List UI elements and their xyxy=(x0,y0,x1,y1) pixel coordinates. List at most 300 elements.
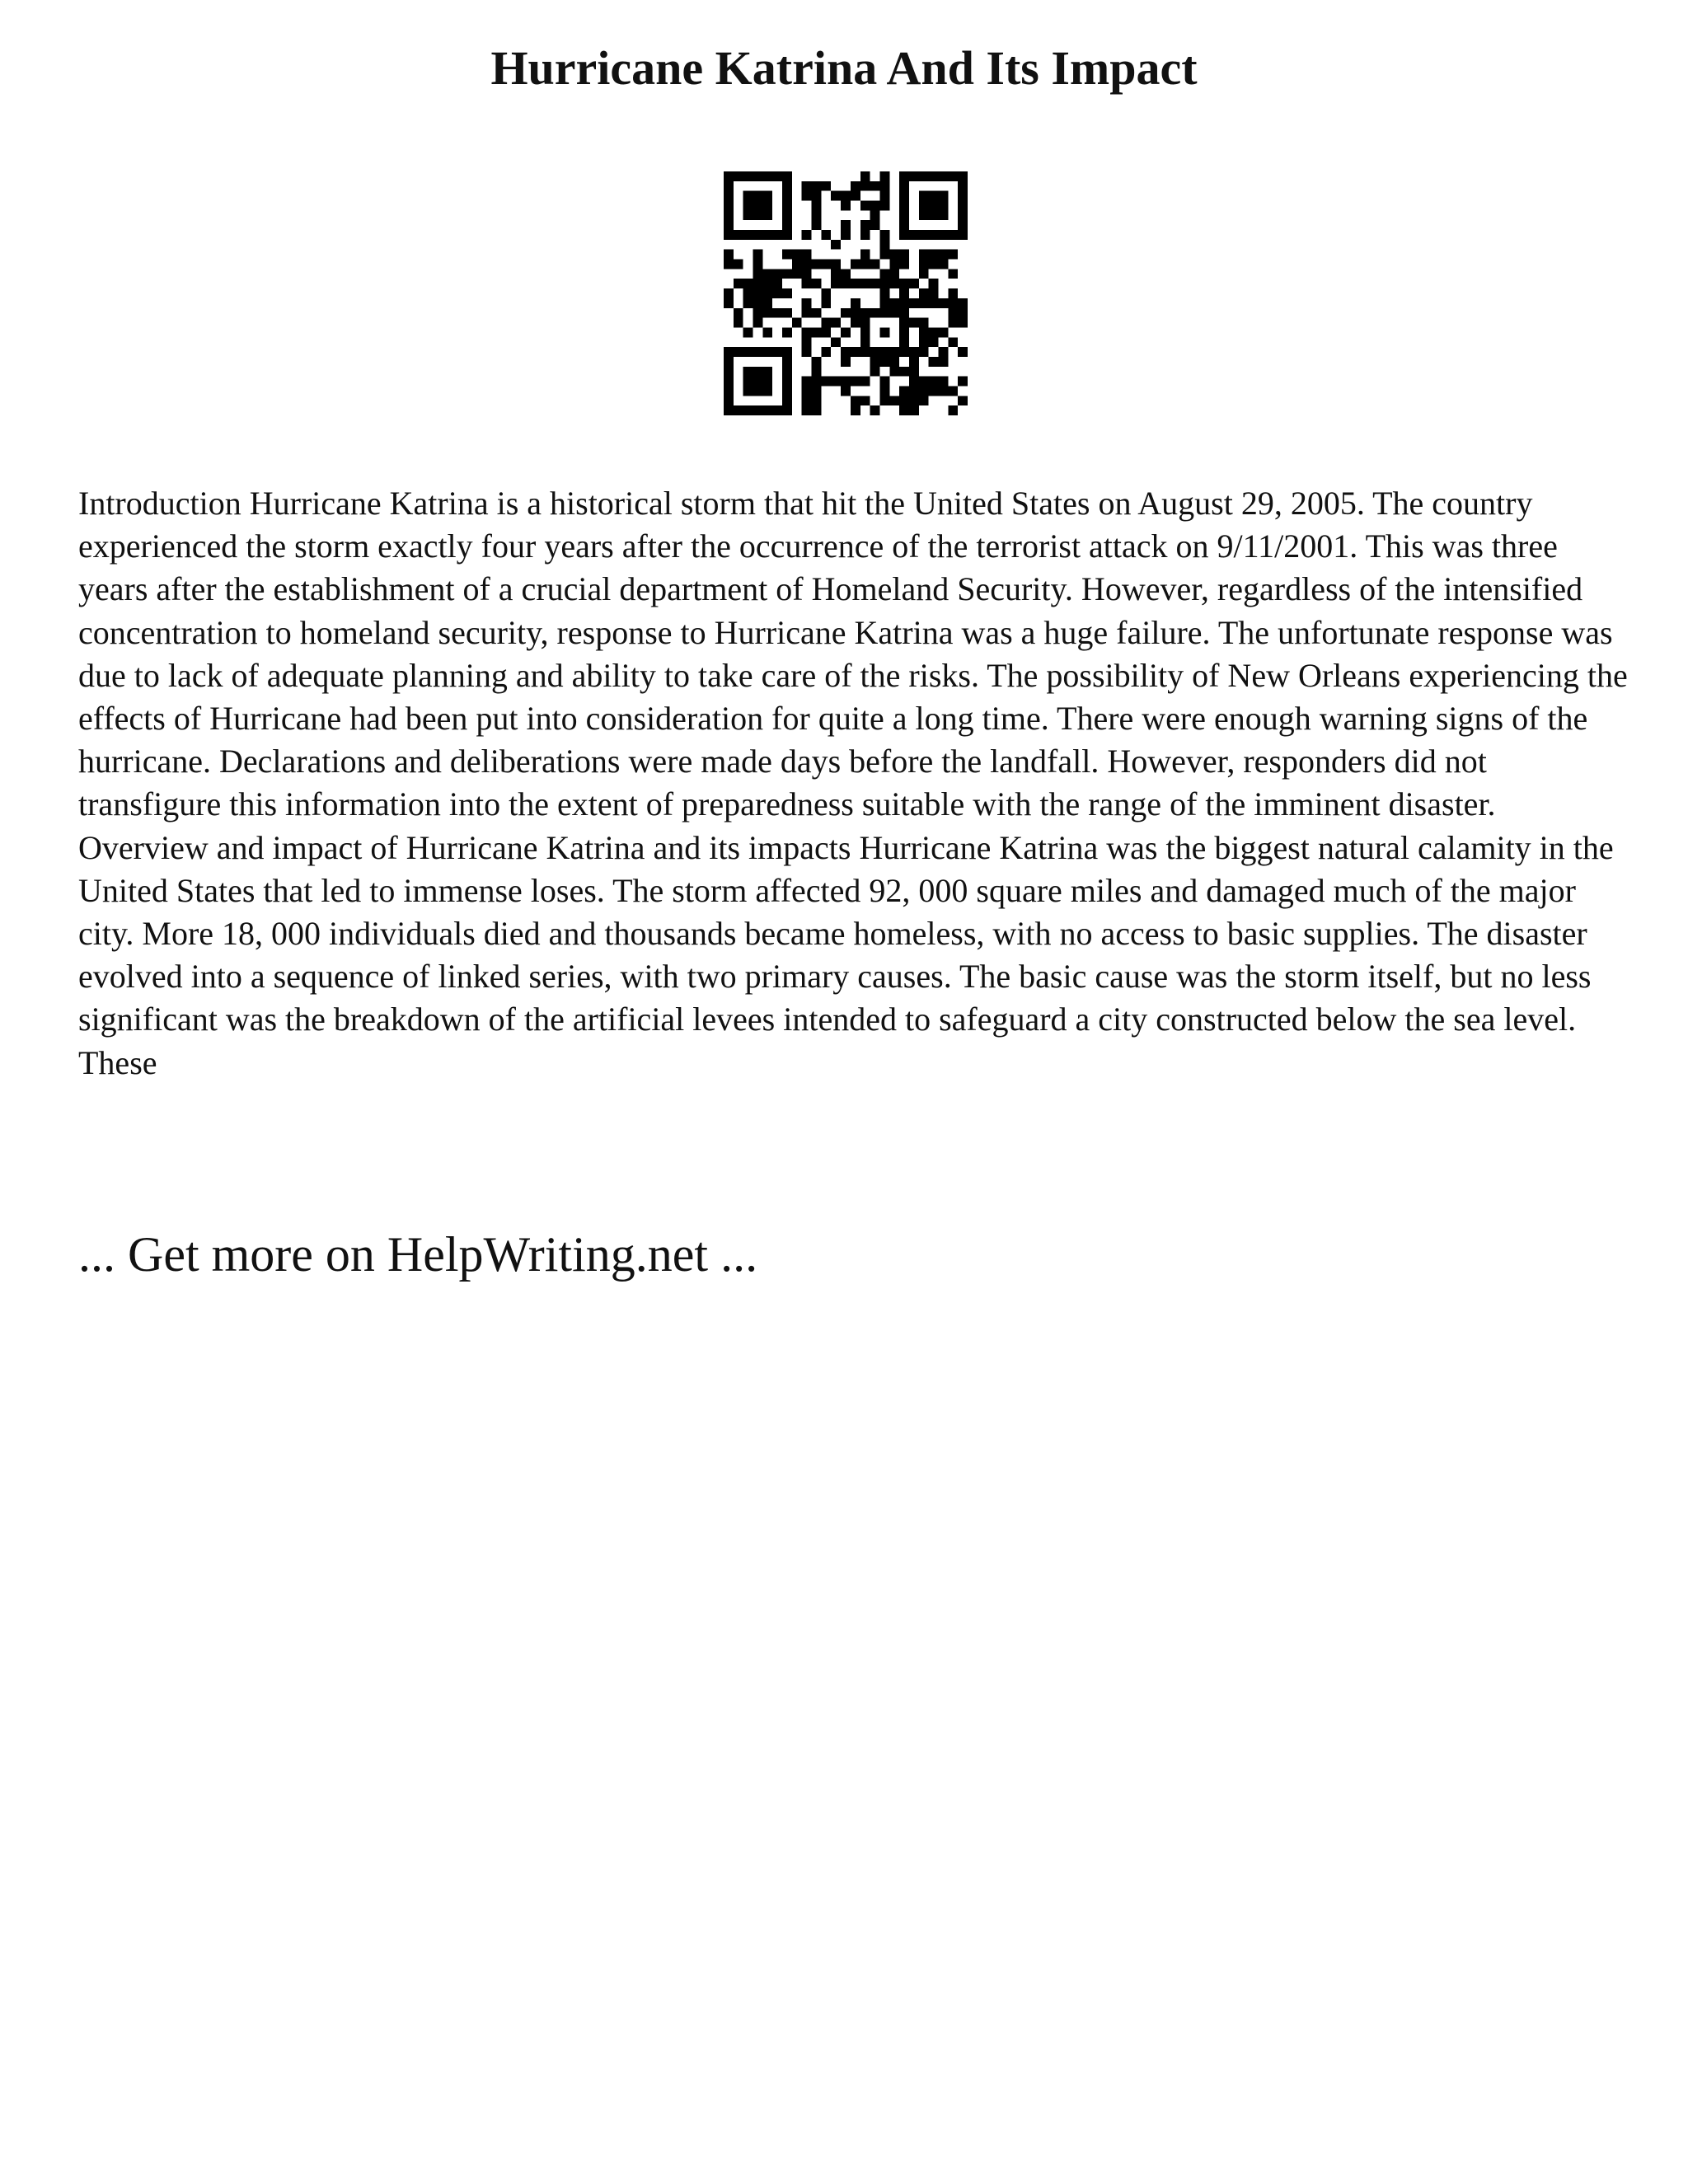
qr-module xyxy=(812,279,822,288)
qr-module xyxy=(899,367,909,377)
qr-module xyxy=(899,327,909,337)
qr-module xyxy=(938,377,948,387)
qr-module xyxy=(762,367,772,377)
qr-module xyxy=(762,405,772,415)
qr-module xyxy=(841,308,851,318)
qr-module xyxy=(919,269,929,279)
qr-module xyxy=(899,181,909,191)
qr-module xyxy=(831,337,841,347)
qr-module xyxy=(782,230,792,240)
qr-module xyxy=(879,298,889,308)
qr-module xyxy=(919,298,929,308)
qr-module xyxy=(734,347,743,357)
qr-module xyxy=(782,181,792,191)
qr-module xyxy=(958,201,968,211)
qr-module xyxy=(831,269,841,279)
qr-module xyxy=(762,377,772,387)
qr-module xyxy=(812,367,822,377)
qr-module xyxy=(782,269,792,279)
qr-module xyxy=(782,288,792,298)
qr-module xyxy=(802,250,812,260)
qr-module xyxy=(821,318,831,328)
qr-module xyxy=(831,191,841,201)
qr-module xyxy=(929,201,939,211)
qr-module xyxy=(851,181,860,191)
qr-code-icon xyxy=(724,171,968,415)
qr-module xyxy=(812,191,822,201)
qr-module xyxy=(899,288,909,298)
get-more-link[interactable]: ... Get more on HelpWriting.net ... xyxy=(78,1227,758,1282)
qr-module xyxy=(831,279,841,288)
qr-module xyxy=(821,347,831,357)
qr-module xyxy=(802,181,812,191)
qr-module xyxy=(919,318,929,328)
qr-module xyxy=(821,230,831,240)
qr-module xyxy=(879,347,889,357)
qr-module xyxy=(782,220,792,230)
qr-module xyxy=(929,327,939,337)
qr-module xyxy=(841,347,851,357)
qr-module xyxy=(919,377,929,387)
qr-module xyxy=(762,288,772,298)
qr-module xyxy=(958,318,968,328)
qr-module xyxy=(958,308,968,318)
qr-module xyxy=(879,308,889,318)
qr-module xyxy=(929,357,939,367)
qr-module xyxy=(802,191,812,201)
qr-module xyxy=(753,367,763,377)
qr-module xyxy=(958,298,968,308)
qr-module xyxy=(743,171,753,181)
qr-module xyxy=(792,318,802,328)
qr-module xyxy=(889,367,899,377)
qr-module xyxy=(762,279,772,288)
qr-module xyxy=(948,337,958,347)
qr-module xyxy=(812,201,822,211)
qr-module xyxy=(929,386,939,396)
qr-module xyxy=(782,377,792,387)
qr-module xyxy=(938,191,948,201)
qr-module xyxy=(909,405,919,415)
qr-module xyxy=(919,347,929,357)
qr-module xyxy=(899,210,909,220)
qr-module xyxy=(851,298,860,308)
qr-module xyxy=(724,220,734,230)
qr-module xyxy=(889,250,899,260)
qr-module xyxy=(948,386,958,396)
qr-module xyxy=(821,260,831,269)
qr-module xyxy=(919,201,929,211)
qr-module xyxy=(909,357,919,367)
qr-module xyxy=(860,220,870,230)
qr-module xyxy=(724,386,734,396)
qr-module xyxy=(879,191,889,201)
qr-module xyxy=(919,250,929,260)
qr-module xyxy=(821,181,831,191)
qr-module xyxy=(734,308,743,318)
qr-module xyxy=(860,327,870,337)
qr-module xyxy=(743,288,753,298)
qr-module xyxy=(782,386,792,396)
qr-module xyxy=(899,250,909,260)
qr-module xyxy=(821,298,831,308)
qr-module xyxy=(812,405,822,415)
qr-module xyxy=(870,220,880,230)
qr-module xyxy=(948,298,958,308)
qr-module xyxy=(762,210,772,220)
paragraph-overview: Overview and impact of Hurricane Katrina and its impacts Hurricane Katrina was the biggest natural calamity in the United States that led to immense loses. The storm affected 92, 000 square miles and damaged much of the major city. More 18, 000 individuals died and thousands became homeless, with no access to basic supplies. The disaster evolved into a sequence of linked series, with two primary causes. The basic cause was the storm itself, but no less significant was the breakdown of the artificial levees intended to safeguard a city constructed below the sea level. These xyxy=(78,828,1614,1081)
qr-module xyxy=(938,210,948,220)
qr-module xyxy=(772,279,782,288)
qr-module xyxy=(812,260,822,269)
qr-module xyxy=(909,396,919,405)
qr-module xyxy=(879,240,889,250)
qr-module xyxy=(782,327,792,337)
qr-module xyxy=(802,337,812,347)
qr-module xyxy=(743,201,753,211)
qr-module xyxy=(753,171,763,181)
qr-module xyxy=(919,210,929,220)
qr-module xyxy=(743,386,753,396)
qr-module xyxy=(948,269,958,279)
qr-module xyxy=(724,405,734,415)
qr-module xyxy=(958,210,968,220)
qr-module xyxy=(841,357,851,367)
qr-module xyxy=(802,279,812,288)
qr-module xyxy=(821,377,831,387)
qr-module xyxy=(743,298,753,308)
qr-module xyxy=(948,318,958,328)
paragraph-introduction: Introduction Hurricane Katrina is a historical storm that hit the United States on August 29, 2005. The country experienced the storm exactly four years after the occurrence of the terrorist attack on 9/11/2001. This was three years after the establishment of a crucial department of Homeland Security. However, regardless of the intensified concentration to homeland security, response to Hurricane Katrina was a huge failure. The unfortunate response was due to lack of adequate planning and ability to take care of the risks. The possibility of New Orleans experiencing the effects of Hurricane had been put into consideration for quite a long time. There were enough warning signs of the hurricane. Declarations and deliberations were made days before the landfall. However, responders did not transfigure this information into the extent of preparedness suitable with the range of the imminent disaster. xyxy=(78,485,1628,823)
qr-module xyxy=(851,308,860,318)
qr-module xyxy=(909,386,919,396)
qr-module xyxy=(802,377,812,387)
qr-module xyxy=(734,405,743,415)
qr-module xyxy=(899,171,909,181)
qr-module xyxy=(889,298,899,308)
qr-module xyxy=(929,288,939,298)
qr-module xyxy=(724,181,734,191)
qr-module xyxy=(841,377,851,387)
qr-module xyxy=(812,377,822,387)
qr-module xyxy=(782,367,792,377)
qr-module xyxy=(938,171,948,181)
qr-module xyxy=(724,357,734,367)
qr-module xyxy=(870,210,880,220)
qr-module xyxy=(948,171,958,181)
qr-module xyxy=(743,327,753,337)
qr-module xyxy=(802,269,812,279)
qr-module xyxy=(753,260,763,269)
qr-module xyxy=(958,220,968,230)
qr-module xyxy=(782,201,792,211)
qr-module xyxy=(724,298,734,308)
qr-module xyxy=(792,269,802,279)
qr-module xyxy=(899,298,909,308)
qr-module xyxy=(802,260,812,269)
qr-module xyxy=(772,269,782,279)
qr-module xyxy=(812,327,822,337)
qr-module xyxy=(762,298,772,308)
qr-module xyxy=(899,405,909,415)
qr-module xyxy=(762,347,772,357)
qr-module xyxy=(929,210,939,220)
qr-module xyxy=(958,347,968,357)
qr-module xyxy=(724,230,734,240)
qr-module xyxy=(841,201,851,211)
qr-module xyxy=(724,210,734,220)
qr-module xyxy=(938,357,948,367)
qr-module xyxy=(919,171,929,181)
qr-module xyxy=(782,347,792,357)
qr-module xyxy=(929,260,939,269)
qr-module xyxy=(753,250,763,260)
qr-module xyxy=(929,298,939,308)
qr-module xyxy=(929,279,939,288)
qr-module xyxy=(948,308,958,318)
qr-module xyxy=(753,308,763,318)
qr-module xyxy=(753,191,763,201)
qr-module xyxy=(792,250,802,260)
qr-module xyxy=(948,230,958,240)
qr-module xyxy=(802,347,812,357)
qr-module xyxy=(870,347,880,357)
qr-module xyxy=(772,230,782,240)
qr-module xyxy=(762,386,772,396)
qr-module xyxy=(899,201,909,211)
qr-module xyxy=(958,191,968,201)
qr-module xyxy=(782,250,792,260)
qr-module xyxy=(938,347,948,357)
qr-module xyxy=(762,269,772,279)
qr-module xyxy=(870,260,880,269)
qr-module xyxy=(860,377,870,387)
qr-module xyxy=(841,191,851,201)
qr-module xyxy=(919,191,929,201)
qr-module xyxy=(899,386,909,396)
qr-module xyxy=(948,405,958,415)
qr-module xyxy=(734,279,743,288)
qr-module xyxy=(860,181,870,191)
qr-module xyxy=(762,201,772,211)
qr-module xyxy=(782,171,792,181)
qr-module xyxy=(831,240,841,250)
document-body xyxy=(78,482,1628,1085)
qr-module xyxy=(841,230,851,240)
qr-module xyxy=(879,279,889,288)
qr-module xyxy=(879,386,889,396)
qr-module xyxy=(860,260,870,269)
qr-module xyxy=(743,347,753,357)
qr-module xyxy=(919,396,929,405)
qr-module xyxy=(909,367,919,377)
qr-module xyxy=(743,367,753,377)
qr-module xyxy=(879,377,889,387)
qr-module xyxy=(762,230,772,240)
qr-module xyxy=(879,181,889,191)
qr-module xyxy=(958,181,968,191)
qr-module xyxy=(899,230,909,240)
qr-module xyxy=(762,308,772,318)
qr-module xyxy=(958,377,968,387)
qr-module xyxy=(909,298,919,308)
qr-module xyxy=(851,191,860,201)
qr-module xyxy=(753,201,763,211)
qr-module xyxy=(851,405,860,415)
qr-module xyxy=(724,367,734,377)
qr-module xyxy=(889,308,899,318)
qr-module xyxy=(734,318,743,328)
qr-module xyxy=(870,405,880,415)
qr-module xyxy=(831,377,841,387)
qr-module xyxy=(938,230,948,240)
qr-module xyxy=(870,357,880,367)
qr-module xyxy=(724,347,734,357)
qr-module xyxy=(724,396,734,405)
qr-module xyxy=(831,260,841,269)
qr-module xyxy=(802,396,812,405)
qr-module xyxy=(841,220,851,230)
qr-module xyxy=(782,191,792,201)
qr-module xyxy=(860,279,870,288)
qr-module xyxy=(860,201,870,211)
qr-module xyxy=(958,230,968,240)
qr-module xyxy=(879,201,889,211)
qr-module xyxy=(802,298,812,308)
qr-module xyxy=(762,191,772,201)
qr-module xyxy=(851,279,860,288)
qr-module xyxy=(812,386,822,396)
qr-module xyxy=(938,260,948,269)
qr-module xyxy=(909,171,919,181)
qr-module xyxy=(919,327,929,337)
qr-module xyxy=(724,171,734,181)
qr-module xyxy=(743,377,753,387)
qr-module xyxy=(841,327,851,337)
qr-module xyxy=(899,396,909,405)
qr-module xyxy=(753,377,763,387)
qr-module xyxy=(772,347,782,357)
qr-module xyxy=(929,171,939,181)
qr-module xyxy=(724,260,734,269)
qr-module xyxy=(919,386,929,396)
qr-module xyxy=(724,201,734,211)
qr-module xyxy=(889,269,899,279)
qr-module xyxy=(919,337,929,347)
qr-module xyxy=(851,377,860,387)
qr-module xyxy=(724,377,734,387)
qr-module xyxy=(753,288,763,298)
document-title: Hurricane Katrina And Its Impact xyxy=(490,41,1198,95)
qr-module xyxy=(851,260,860,269)
qr-module xyxy=(899,191,909,201)
qr-module xyxy=(889,357,899,367)
qr-module xyxy=(899,318,909,328)
qr-module xyxy=(879,250,889,260)
qr-module xyxy=(919,230,929,240)
qr-module xyxy=(724,250,734,260)
qr-module xyxy=(938,386,948,396)
qr-module xyxy=(860,396,870,405)
qr-module xyxy=(743,210,753,220)
qr-module xyxy=(753,298,763,308)
qr-module xyxy=(938,201,948,211)
qr-module xyxy=(929,377,939,387)
qr-module xyxy=(860,347,870,357)
qr-module xyxy=(919,260,929,269)
qr-module xyxy=(909,377,919,387)
qr-module xyxy=(812,396,822,405)
qr-module xyxy=(899,308,909,318)
qr-module xyxy=(812,308,822,318)
qr-module xyxy=(782,396,792,405)
qr-module xyxy=(860,250,870,260)
qr-module xyxy=(851,347,860,357)
qr-module xyxy=(753,210,763,220)
qr-module xyxy=(841,386,851,396)
qr-module xyxy=(870,181,880,191)
qr-module xyxy=(734,230,743,240)
qr-module xyxy=(851,318,860,328)
qr-module xyxy=(879,396,889,405)
qr-module xyxy=(782,308,792,318)
qr-module xyxy=(860,171,870,181)
qr-module xyxy=(802,327,812,337)
qr-module xyxy=(879,327,889,337)
qr-module xyxy=(762,327,772,337)
qr-module xyxy=(812,210,822,220)
qr-module xyxy=(724,191,734,201)
qr-module xyxy=(879,288,889,298)
qr-module xyxy=(821,288,831,298)
qr-module xyxy=(909,279,919,288)
qr-module xyxy=(772,288,782,298)
qr-module xyxy=(860,337,870,347)
qr-module xyxy=(821,327,831,337)
qr-module xyxy=(929,250,939,260)
qr-module xyxy=(889,347,899,357)
qr-module xyxy=(889,279,899,288)
qr-module xyxy=(860,308,870,318)
qr-module xyxy=(772,405,782,415)
qr-module xyxy=(958,171,968,181)
qr-module xyxy=(762,171,772,181)
qr-module xyxy=(792,260,802,269)
qr-module xyxy=(948,250,958,260)
qr-module xyxy=(831,318,841,328)
qr-module xyxy=(743,191,753,201)
qr-module xyxy=(929,230,939,240)
qr-module xyxy=(753,318,763,328)
qr-module xyxy=(879,230,889,240)
qr-module xyxy=(782,357,792,367)
qr-module xyxy=(879,357,889,367)
qr-module xyxy=(734,260,743,269)
qr-module xyxy=(734,171,743,181)
qr-module xyxy=(870,367,880,377)
qr-module xyxy=(743,279,753,288)
qr-module xyxy=(899,337,909,347)
qr-module xyxy=(899,260,909,269)
qr-module xyxy=(879,171,889,181)
qr-module xyxy=(909,230,919,240)
qr-module xyxy=(938,298,948,308)
qr-module xyxy=(929,191,939,201)
qr-module xyxy=(948,288,958,298)
qr-module xyxy=(889,260,899,269)
qr-module xyxy=(802,405,812,415)
qr-module xyxy=(743,405,753,415)
